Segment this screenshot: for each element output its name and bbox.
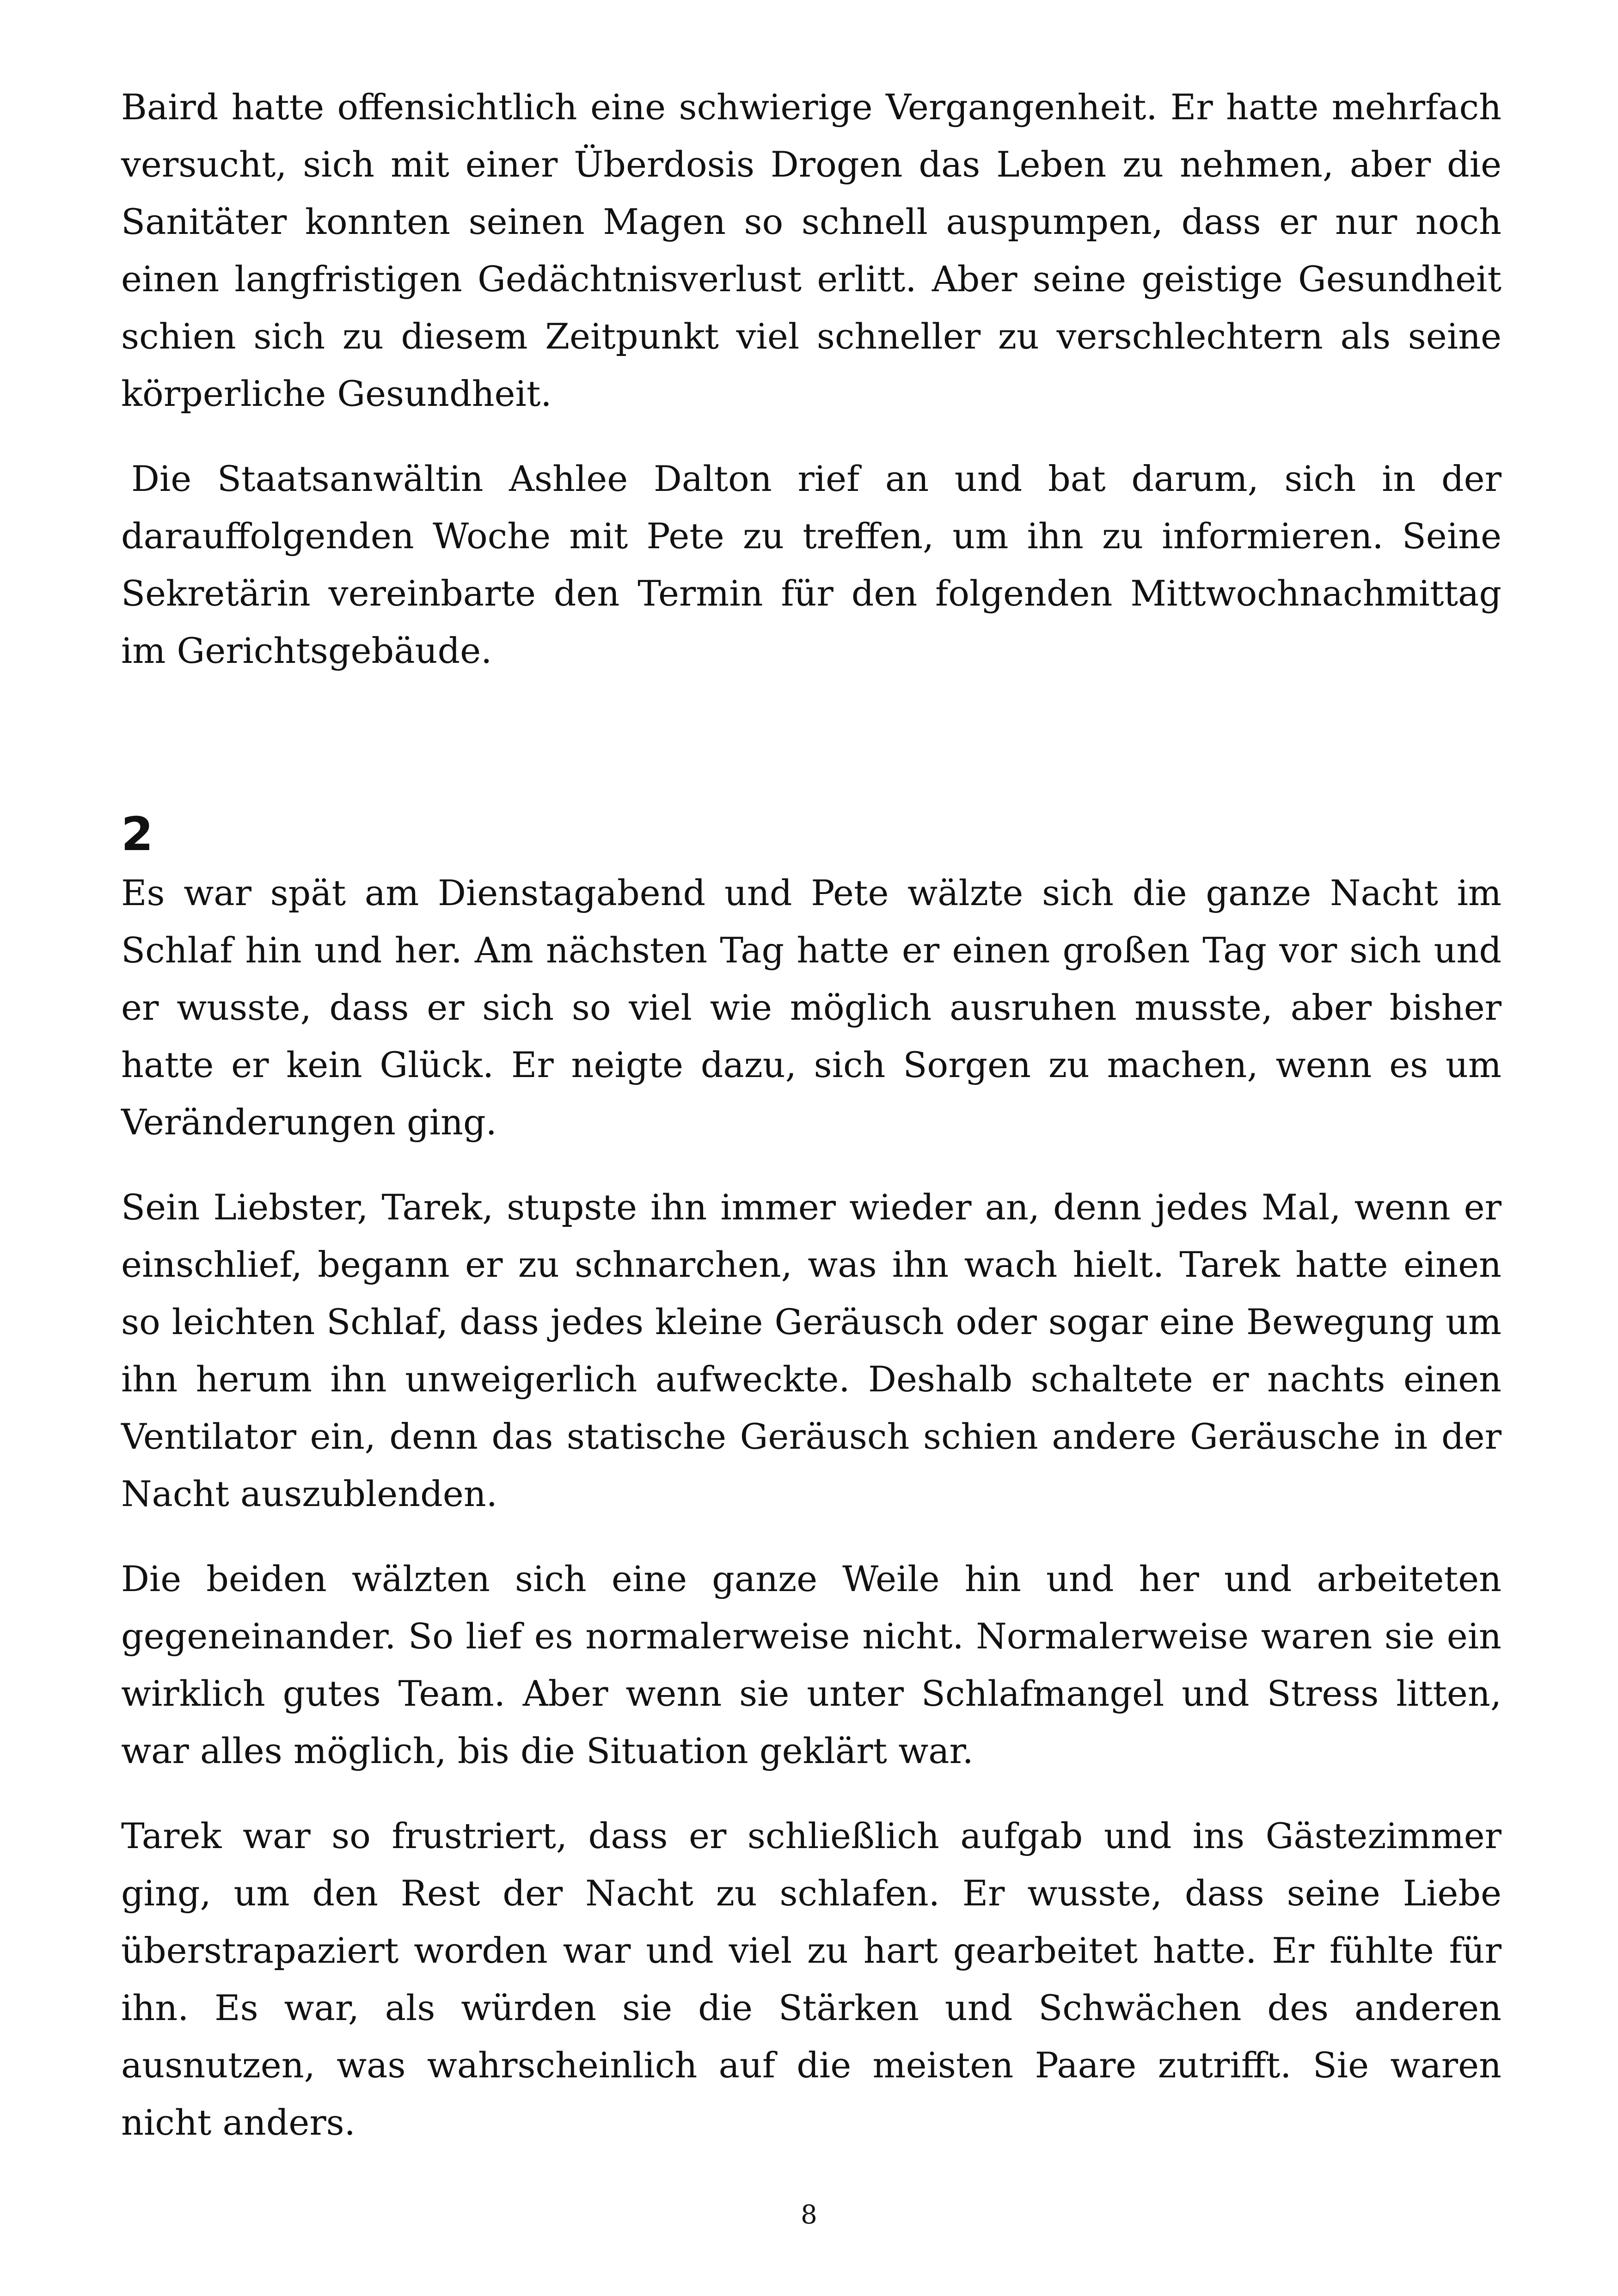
- paragraph: Baird hatte offensichtlich eine schwierige Vergangenheit. Er hatte mehrfach versucht, sich mit einer Überdosis Drogen das Leben zu nehmen, aber die Sanitäter konnten seinen Magen so schnell auspumpen, dass er nur noch einen langfristigen Gedächtnisverlust erlitt. Aber seine geistige Gesundheit schien sich zu diesem Zeitpunkt viel schneller zu verschlechtern als seine körperliche Gesundheit.: [121, 86, 1502, 414]
- paragraph: Tarek war so frustriert, dass er schließlich aufgab und ins Gästezimmer ging, um den Rest der Nacht zu schlafen. Er wusste, dass seine Liebe überstrapaziert worden war und viel zu hart gearbeitet hatte. Er fühlte für ihn. Es war, als würden sie die Stärken und Schwächen des anderen ausnutzen, was wahrscheinlich auf die meisten Paare zutrifft. Sie waren nicht anders.: [121, 1815, 1502, 2143]
- paragraph: Die beiden wälzten sich eine ganze Weile hin und her und arbeiteten gegeneinander. So lief es normalerweise nicht. Normalerweise waren sie ein wirklich gutes Team. Aber wenn sie unter Schlafmangel und Stress litten, war alles möglich, bis die Situation geklärt war.: [121, 1558, 1502, 1771]
- paragraph: Es war spät am Dienstagabend und Pete wälzte sich die ganze Nacht im Schlaf hin und her. Am nächsten Tag hatte er einen großen Tag vor sich und er wusste, dass er sich so viel wie möglich ausruhen musste, aber bisher hatte er kein Glück. Er neigte dazu, sich Sorgen zu machen, wenn es um Veränderungen ging.: [121, 872, 1502, 1143]
- paragraph: Sein Liebster, Tarek, stupste ihn immer wieder an, denn jedes Mal, wenn er einschlief, begann er zu schnarchen, was ihn wach hielt. Tarek hatte einen so leichten Schlaf, dass jedes kleine Geräusch oder sogar eine Bewegung um ihn herum ihn unweigerlich aufweckte. Deshalb schaltete er nachts einen Ventilator ein, denn das statische Geräusch schien andere Geräusche in der Nacht auszublenden.: [121, 1187, 1502, 1514]
- paragraph: Die Staatsanwältin Ashlee Dalton rief an und bat darum, sich in der darauffolgenden Woche mit Pete zu treffen, um ihn zu informieren. Seine Sekretärin vereinbarte den Termin für den folgenden Mittwochnachmittag im Gerichtsgebäude.: [121, 458, 1502, 671]
- chapter-heading: 2: [121, 807, 153, 861]
- page-number: 8: [801, 2200, 817, 2230]
- page-body: [121, 79, 1502, 2151]
